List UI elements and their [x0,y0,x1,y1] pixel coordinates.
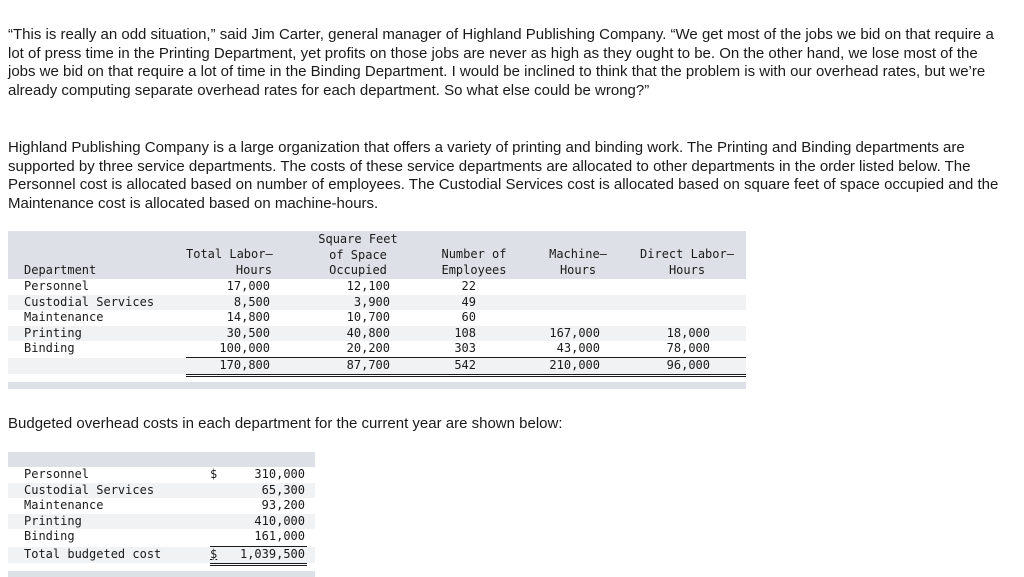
cell-direct-labor-hours: 78,000 [666,341,710,356]
cell-department: Custodial Services [24,294,155,309]
header-employees-line1: Number of [441,247,507,261]
header-employees-line2: Employees [441,262,507,277]
header-direct-labor-line2: Hours [668,262,706,277]
budget-row-printing [8,514,315,530]
cell-employees: 108 [454,325,476,340]
budget-total-currency: $ [210,547,218,561]
header-labor-hours [186,247,272,278]
cell-labor-hours: 8,500 [233,294,270,309]
budget-row-maintenance [8,498,315,514]
cell-department: Binding [24,341,75,356]
table-row-printing [8,326,746,342]
header-direct-labor-line1: Direct Labor– [640,247,734,261]
budget-intro: Budgeted overhead costs in each department for the current year are shown below: [8,415,563,432]
budget-amount: 93,200 [261,498,305,513]
header-machine-hours-line2: Hours [559,262,597,277]
header-labor-hours-line1: Total Labor– [186,247,273,261]
cell-total-employees: 542 [454,358,476,372]
table-row-binding [8,341,746,357]
total-double-rule-1 [186,374,746,375]
table-row-maintenance [8,310,746,326]
header-department: Department [24,263,97,277]
cell-employees: 22 [461,279,476,293]
budget-row-personnel [8,467,315,483]
table-footer-shade [8,382,746,389]
cell-sqft: 3,900 [353,294,390,309]
cell-total-machine-hours: 210,000 [549,358,600,372]
budget-label: Personnel [24,467,90,481]
budget-total-amount: 1,039,500 [239,547,305,561]
budget-total-double-rule-2 [210,565,307,566]
company-description: Highland Publishing Company is a large organization that offers a variety of printing and binding work. The Printing and Binding departments are supported by three service departments. The costs of these service departments are allocated to other departments in the order listed below. The Personnel cost is allocated based on number of employees. The Custodial Services cost is allocated based on square feet of space occupied and the Maintenance cost is allocated based on machine-hours. [8,139,999,213]
budget-amount: 310,000 [254,467,305,481]
header-labor-hours-line2: Hours [235,262,272,277]
cell-machine-hours: 43,000 [556,341,600,356]
cell-labor-hours: 100,000 [219,341,270,356]
total-double-rule-2 [186,376,746,377]
cell-sqft: 12,100 [346,279,390,293]
budget-label: Custodial Services [24,482,155,497]
cell-department: Printing [24,325,82,340]
cell-employees: 60 [461,310,476,325]
header-employees [432,247,516,278]
cell-employees: 49 [461,294,476,309]
cell-department: Maintenance [24,310,104,325]
budget-row-custodial [8,483,315,499]
header-sqft-line1: Square Feet [318,232,398,246]
budget-total-label: Total budgeted cost [24,547,162,561]
budget-currency: $ [210,467,218,481]
cell-direct-labor-hours: 18,000 [666,325,710,340]
budget-label: Maintenance [24,498,104,513]
table-row-totals [8,358,746,374]
header-sqft [308,232,408,279]
budget-row-total [8,547,315,563]
cell-total-direct-labor-hours: 96,000 [666,358,710,372]
budget-header-shade [8,452,315,467]
allocation-table [8,231,746,389]
header-machine-hours [538,247,618,278]
cell-department: Personnel [24,279,90,293]
cell-sqft: 10,700 [346,310,390,325]
cell-sqft: 20,200 [346,341,390,356]
cell-labor-hours: 14,800 [226,310,270,325]
cell-employees: 303 [454,341,476,356]
budget-label: Printing [24,513,82,528]
budget-row-binding [8,529,315,545]
cell-labor-hours: 17,000 [226,279,270,293]
cell-labor-hours: 30,500 [226,325,270,340]
table-row-personnel [8,279,746,295]
budget-total-double-rule-1 [210,563,307,564]
header-direct-labor-hours [632,247,742,278]
budget-table [8,452,315,577]
header-machine-hours-line1: Machine– [549,247,607,261]
cell-machine-hours: 167,000 [549,325,600,340]
cell-total-sqft: 87,700 [346,358,390,372]
cell-sqft: 40,800 [346,325,390,340]
cell-total-labor-hours: 170,800 [219,358,270,372]
intro-quote: “This is really an odd situation,” said Jim Carter, general manager of Highland Publishing Company. “We get most of the jobs we bid on that require a lot of press time in the Printing Department, yet profits on those jobs are never as high as they ought to be. On the other hand, we lose most of the jobs we bid on that require a lot of time in the Binding Department. I would be inclined to think that the problem is with our overhead rates, but we’re already computing separate overhead rates for each department. So what else could be wrong?” [8,26,994,100]
table-row-custodial [8,295,746,311]
header-sqft-line3: Occupied [329,263,387,278]
budget-label: Binding [24,529,75,544]
budget-amount: 410,000 [254,513,305,528]
budget-amount: 65,300 [261,482,305,497]
budget-footer-shade [8,571,315,577]
header-sqft-line2: of Space [329,247,387,262]
budget-amount: 161,000 [254,529,305,544]
